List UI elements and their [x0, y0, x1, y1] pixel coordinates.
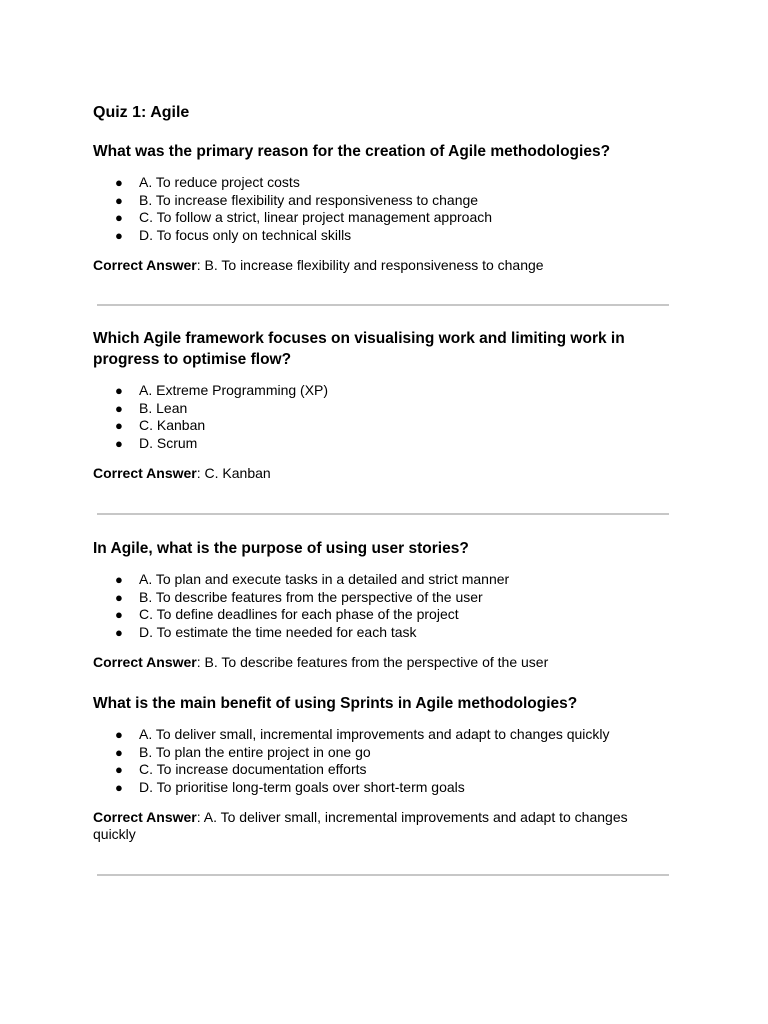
question-text: What is the main benefit of using Sprints in Agile methodologies? — [93, 695, 578, 712]
question-1 — [93, 141, 673, 274]
section-divider — [97, 304, 669, 306]
correct-answer-label: Correct Answer — [93, 808, 197, 825]
option-label: C. To define deadlines for each phase of the project — [139, 606, 459, 623]
bullet-icon: ● — [115, 436, 123, 452]
question-4 — [93, 693, 673, 843]
bullet-icon: ● — [115, 744, 123, 760]
bullet-icon: ● — [115, 589, 123, 605]
correct-answer-value: : B. To describe features from the perspective of the user — [196, 653, 549, 670]
bullet-icon: ● — [115, 400, 123, 416]
bullet-icon: ● — [115, 607, 123, 623]
option-label: B. To plan the entire project in one go — [139, 743, 371, 760]
option-item — [93, 192, 673, 210]
page-title: Quiz 1: Agile — [93, 104, 190, 121]
bullet-icon: ● — [115, 780, 123, 796]
correct-answer — [93, 654, 673, 671]
bullet-icon: ● — [115, 228, 123, 244]
bullet-icon: ● — [115, 383, 123, 398]
option-label: A. Extreme Programming (XP) — [139, 382, 329, 398]
correct-answer — [93, 257, 673, 274]
option-label: B. Lean — [139, 399, 188, 416]
bullet-icon: ● — [115, 418, 123, 434]
bullet-icon: ● — [115, 727, 123, 742]
bullet-icon: ● — [115, 762, 123, 778]
option-label: A. To reduce project costs — [139, 174, 300, 190]
option-item — [93, 589, 673, 607]
correct-answer — [93, 809, 673, 843]
correct-answer-label: Correct Answer — [93, 653, 197, 670]
option-item — [93, 761, 673, 779]
option-item — [93, 174, 673, 192]
correct-answer-value: : C. Kanban — [196, 464, 271, 481]
option-item — [93, 435, 673, 453]
option-label: D. To focus only on technical skills — [139, 227, 352, 244]
option-list — [93, 174, 673, 245]
option-item — [93, 624, 673, 642]
question-text: In Agile, what is the purpose of using user stories? — [93, 540, 469, 557]
option-item — [93, 606, 673, 624]
option-label: B. To increase flexibility and responsiveness to change — [139, 191, 479, 208]
question-2 — [93, 328, 673, 482]
option-item — [93, 779, 673, 797]
option-list — [93, 571, 673, 642]
option-label: B. To describe features from the perspective of the user — [139, 588, 483, 605]
option-list — [93, 726, 673, 797]
option-label: C. Kanban — [139, 417, 206, 434]
option-item — [93, 400, 673, 418]
option-label: D. Scrum — [139, 435, 198, 452]
option-label: D. To prioritise long-term goals over short-term goals — [139, 779, 465, 796]
correct-answer-value: : A. To deliver small, incremental improvements and adapt to changes quickly — [93, 808, 628, 842]
bullet-icon: ● — [115, 175, 123, 190]
option-item — [93, 382, 673, 400]
option-item — [93, 744, 673, 762]
correct-answer-label: Correct Answer — [93, 464, 197, 481]
section-divider — [97, 513, 669, 515]
option-label: D. To estimate the time needed for each task — [139, 624, 417, 641]
bullet-icon: ● — [115, 625, 123, 641]
question-3 — [93, 538, 673, 671]
option-label: A. To plan and execute tasks in a detailed and strict manner — [139, 571, 510, 587]
option-item — [93, 417, 673, 435]
option-label: C. To follow a strict, linear project management approach — [139, 209, 493, 226]
bullet-icon: ● — [115, 192, 123, 208]
option-item — [93, 726, 673, 744]
correct-answer-value: : B. To increase flexibility and responsiveness to change — [196, 256, 544, 273]
option-item — [93, 571, 673, 589]
option-label: C. To increase documentation efforts — [139, 761, 367, 778]
bullet-icon: ● — [115, 572, 123, 587]
correct-answer-label: Correct Answer — [93, 256, 197, 273]
section-divider — [97, 874, 669, 876]
bullet-icon: ● — [115, 210, 123, 226]
option-item — [93, 209, 673, 227]
correct-answer — [93, 465, 673, 482]
question-text: What was the primary reason for the creation of Agile methodologies? — [93, 143, 611, 160]
option-list — [93, 382, 673, 453]
option-label: A. To deliver small, incremental improvements and adapt to changes quickly — [139, 726, 610, 742]
question-text: Which Agile framework focuses on visualising work and limiting work in progress to optimise flow? — [93, 330, 625, 368]
option-item — [93, 227, 673, 245]
